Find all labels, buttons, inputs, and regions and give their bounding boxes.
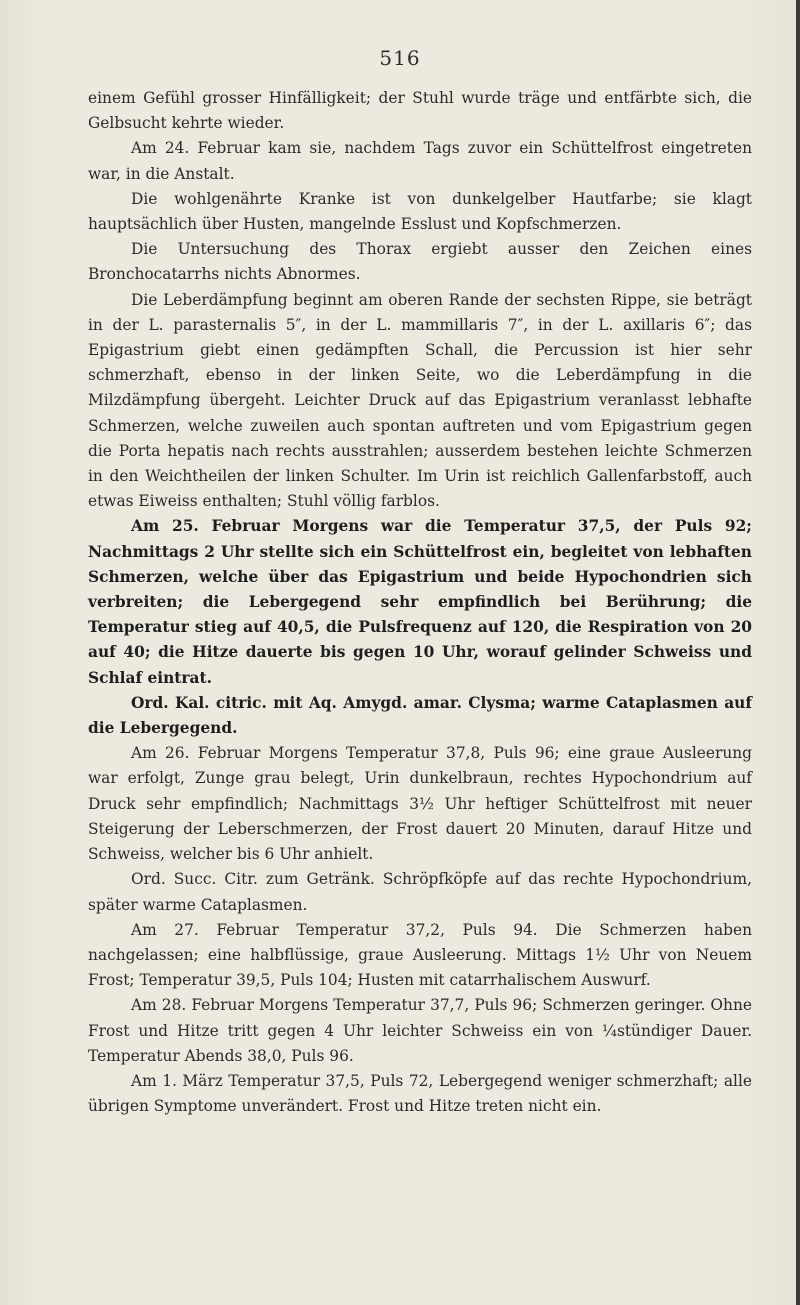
paragraph-11: Am 28. Februar Morgens Temperatur 37,7, Puls 96; Schmerzen geringer. Ohne Frost und Hitze tritt gegen 4 Uhr leichter Schweiss ein von ¼stündiger Dauer. Temperatur Abends 38,0, Puls 96. (88, 996, 752, 1065)
paragraph-7: Ord. Kal. citric. mit Aq. Amygd. amar. Clysma; warme Cataplasmen auf die Lebergegend. (88, 693, 752, 738)
paragraph-10: Am 27. Februar Temperatur 37,2, Puls 94. Die Schmerzen haben nachgelassen; eine halbflüssige, graue Ausleerung. Mittags 1½ Uhr von Neuem Frost; Temperatur 39,5, Puls 104; Husten mit catarrhalischem Auswurf. (88, 920, 752, 990)
paragraph-2: Am 24. Februar kam sie, nachdem Tags zuvor ein Schüttelfrost eingetreten war, in die Anstalt. (88, 139, 752, 183)
paragraph-3: Die wohlgenährte Kranke ist von dunkelgelber Hautfarbe; sie klagt hauptsächlich über Husten, mangelnde Esslust und Kopfschmerzen. (88, 189, 752, 234)
page-number: 516 (379, 46, 421, 70)
paragraph-8: Am 26. Februar Morgens Temperatur 37,8, Puls 96; eine graue Ausleerung war erfolgt, Zunge grau belegt, Urin dunkelbraun, rechtes Hypochondrium auf Druck sehr empfindlich; Nachmittags 3½ Uhr heftiger Schüttelfrost mit neuer Steigerung der Leberschmerzen, der Frost dauert 20 Minuten, darauf Hitze und Schweiss, welcher bis 6 Uhr anhielt. (88, 744, 752, 864)
body-text (88, 86, 752, 1119)
paragraph-5: Die Leberdämpfung beginnt am oberen Rande der sechsten Rippe, sie beträgt in der L. parasternalis 5″, in der L. mammillaris 7″, in der L. axillaris 6″; das Epigastrium giebt einen gedämpften Schall, die Percussion ist hier sehr schmerzhaft, ebenso in der linken Seite, wo die Leberdämpfung in die Milzdämpfung übergeht. Leichter Druck auf das Epigastrium veranlasst lebhafte Schmerzen, welche zuweilen auch spontan auftreten und vom Epigastrium gegen die Porta hepatis nach rechts ausstrahlen; ausserdem bestehen leichte Schmerzen in den Weichtheilen der linken Schulter. Im Urin ist reichlich Gallenfarbstoff, auch etwas Eiweiss enthalten; Stuhl völlig farblos. (88, 290, 752, 511)
page-edge (796, 0, 800, 1305)
paragraph-12: Am 1. März Temperatur 37,5, Puls 72, Lebergegend weniger schmerzhaft; alle übrigen Symptome unverändert. Frost und Hitze treten nicht ein. (88, 1071, 752, 1116)
paragraph-4: Die Untersuchung des Thorax ergiebt ausser den Zeichen eines Bronchocatarrhs nichts Abnormes. (88, 240, 752, 284)
paragraph-6: Am 25. Februar Morgens war die Temperatur 37,5, der Puls 92; Nachmittags 2 Uhr stellte sich ein Schüttelfrost ein, begleitet von lebhaften Schmerzen, welche über das Epigastrium und beide Hypochondrien sich verbreiten; die Lebergegend sehr empfindlich bei Berührung; die Temperatur stieg auf 40,5, die Pulsfrequenz auf 120, die Respiration von 20 auf 40; die Hitze dauerte bis gegen 10 Uhr, worauf gelinder Schweiss und Schlaf eintrat. (88, 517, 752, 687)
paragraph-1: einem Gefühl grosser Hinfälligkeit; der Stuhl wurde träge und entfärbte sich, die Gelbsucht kehrte wieder. (88, 89, 752, 133)
paragraph-9: Ord. Succ. Citr. zum Getränk. Schröpfköpfe auf das rechte Hypochondrium, später warme Cataplasmen. (88, 870, 752, 914)
